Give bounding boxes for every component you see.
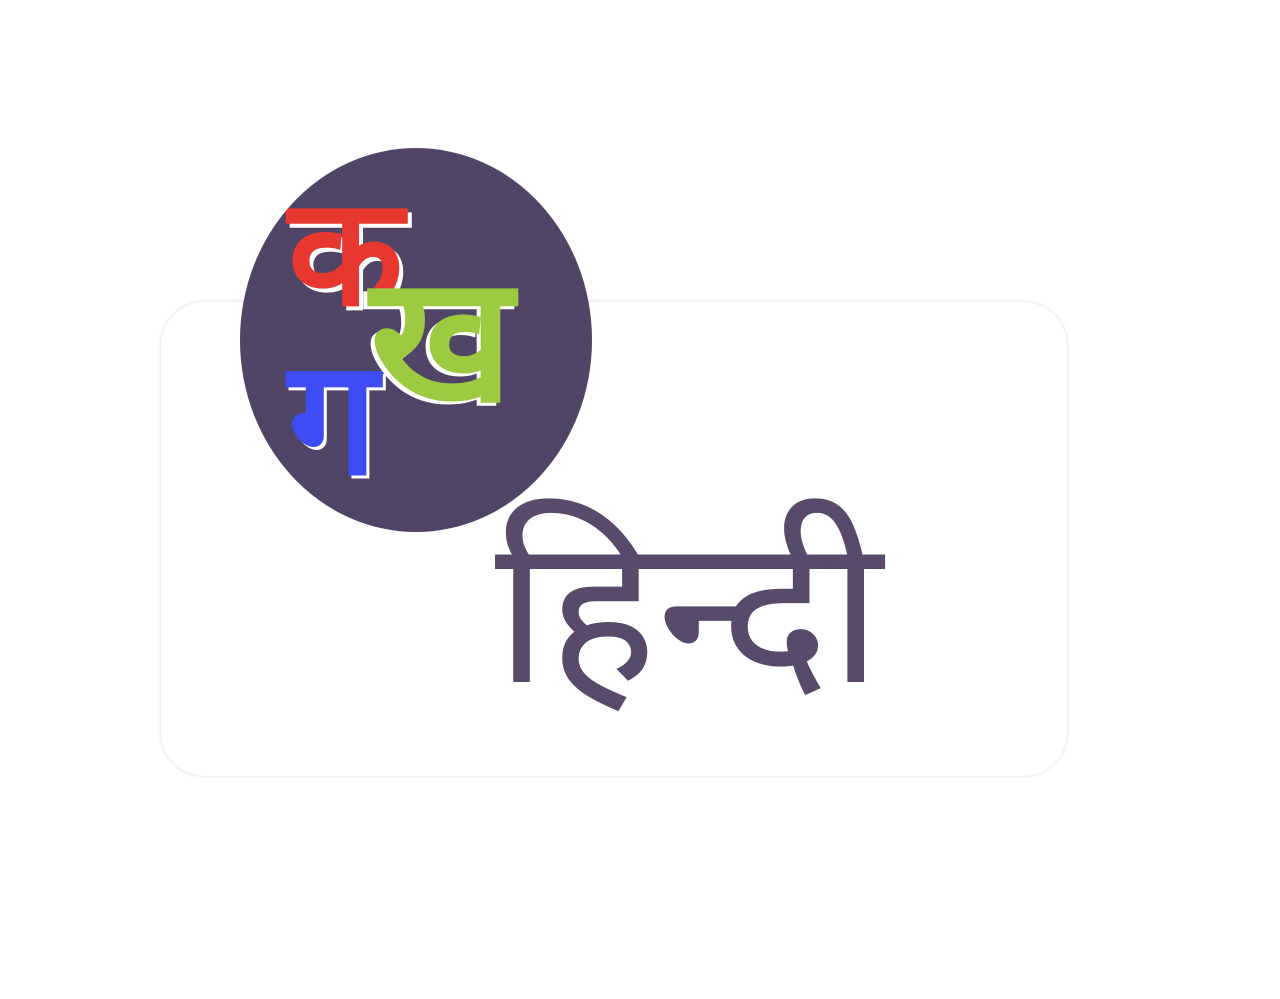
logo-letter-kha: ख	[370, 239, 514, 442]
language-title: हिन्दी	[495, 493, 883, 731]
logo	[240, 148, 592, 532]
logo-letter-ga: ग	[288, 324, 379, 511]
logo-letter-ka: क	[288, 166, 404, 340]
